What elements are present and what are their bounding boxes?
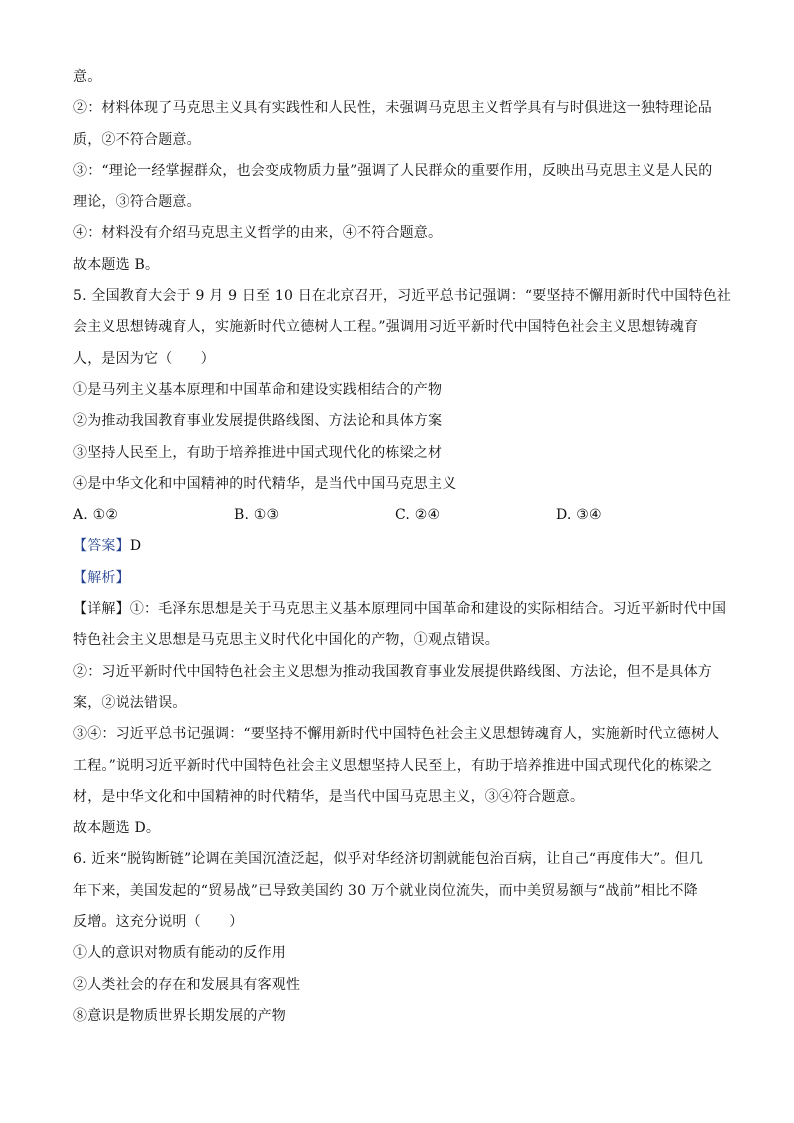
detail-label: 【详解】	[73, 601, 130, 618]
statement-item: ⑧意识是物质世界长期发展的产物	[73, 1007, 286, 1024]
text-line: 材，是中华文化和中国精神的时代精华，是当代中国马克思主义，③④符合题意。	[73, 788, 585, 805]
question-5-stem: 人，是因为它（ ）	[73, 350, 215, 367]
statement-item: ④是中华文化和中国精神的时代精华，是当代中国马克思主义	[73, 475, 457, 492]
text-line: ②：习近平新时代中国特色社会主义思想为推动我国教育事业发展提供路线图、方法论，但不是具体方	[73, 663, 712, 680]
statement-item: ②为推动我国教育事业发展提供路线图、方法论和具体方案	[73, 413, 443, 430]
text-line: 质，②不符合题意。	[73, 131, 201, 148]
answer-options	[73, 500, 723, 531]
text-line: ④：材料没有介绍马克思主义哲学的由来，④不符合题意。	[73, 225, 443, 242]
question-6-stem: 反增。这充分说明（ ）	[73, 914, 244, 931]
text-line: 案，②说法错误。	[73, 694, 187, 711]
analysis-line	[73, 563, 723, 594]
option-c: C. ②④	[395, 507, 441, 524]
question-6-stem: 年下来，美国发起的“贸易战”已导致美国约 30 万个就业岗位流失，而中美贸易额与“战前”相比不降	[73, 882, 698, 899]
option-d: D. ③④	[556, 507, 602, 524]
text-line: ③：“理论一经掌握群众，也会变成物质力量”强调了人民群众的重要作用，反映出马克思主义是人民的	[73, 162, 713, 179]
text-line: 故本题选 D。	[73, 820, 161, 837]
question-5-stem: 5. 全国教育大会于 9 月 9 日至 10 日在北京召开，习近平总书记强调：“要坚持不懈用新时代中国特色社	[73, 288, 732, 305]
option-a: A. ①②	[73, 507, 119, 524]
answer-line	[73, 531, 723, 562]
analysis-label: 【解析】	[73, 569, 130, 586]
answer-value: D	[129, 538, 142, 555]
detail-text: ①：毛泽东思想是关于马克思主义基本原理同中国革命和建设的实际相结合。习近平新时代中国	[129, 601, 727, 618]
text-line: ②：材料体现了马克思主义具有实践性和人民性，未强调马克思主义哲学具有与时俱进这一独特理论品	[73, 100, 712, 117]
option-b: B. ①③	[234, 507, 280, 524]
text-line: ③④：习近平总书记强调：“要坚持不懈用新时代中国特色社会主义思想铸魂育人，实施新时代立德树人	[73, 726, 720, 743]
answer-label: 【答案】	[73, 538, 130, 555]
text-line: 特色社会主义思想是马克思主义时代化中国化的产物，①观点错误。	[73, 632, 499, 649]
text-line: 理论，③符合题意。	[73, 194, 201, 211]
statement-item: ③坚持人民至上，有助于培养推进中国式现代化的栋梁之材	[73, 444, 443, 461]
detail-line	[73, 594, 727, 625]
text-line: 故本题选 B。	[73, 256, 160, 273]
statement-item: ①是马列主义基本原理和中国革命和建设实践相结合的产物	[73, 381, 443, 398]
statement-item: ②人类社会的存在和发展具有客观性	[73, 976, 301, 993]
question-6-stem: 6. 近来“脱钩断链”论调在美国沉渣泛起，似乎对华经济切割就能包治百病，让自己“再度伟大”。但几	[73, 851, 704, 868]
question-5-stem: 会主义思想铸魂育人，实施新时代立德树人工程。”强调用习近平新时代中国特色社会主义思想铸魂育	[73, 319, 699, 336]
document-page	[73, 62, 732, 1032]
text-line: 意。	[73, 69, 102, 85]
text-line: 工程。”说明习近平新时代中国特色社会主义思想坚持人民至上，有助于培养推进中国式现代化的栋梁之	[73, 757, 713, 774]
statement-item: ①人的意识对物质有能动的反作用	[73, 945, 286, 962]
